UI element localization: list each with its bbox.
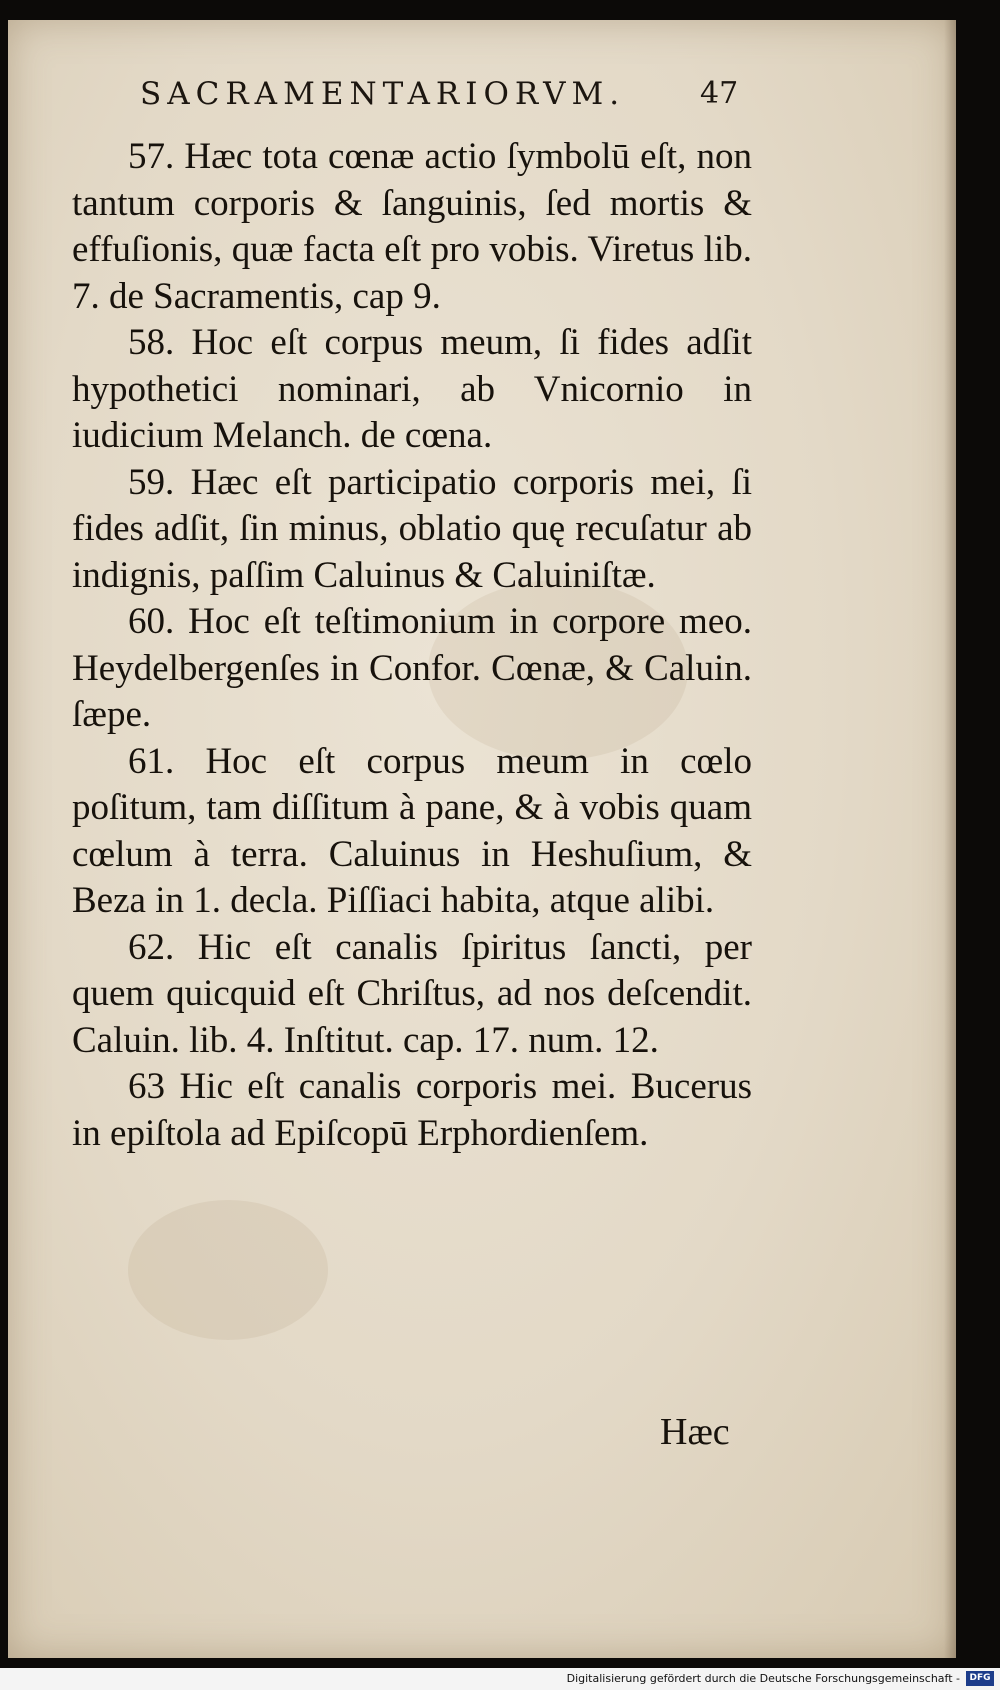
paragraph-63: 63 Hic eſt canalis corporis mei. Bucerus in epiſtola ad Epiſcopū Erphordienſem. (72, 1066, 752, 1154)
page-header (140, 76, 760, 112)
page-body (72, 134, 752, 1157)
page-number: 47 (700, 76, 739, 111)
paragraph-60: 60. Hoc eſt teſtimonium in corpore meo. Heydelbergenſes in Confor. Cœnæ, & Caluin. ſæpe. (72, 601, 752, 735)
paper-stain (128, 1200, 328, 1340)
paragraph-57: 57. Hæc tota cœnæ actio ſymbolū eſt, non tantum corporis & ſanguinis, ſed mortis & effuſionis, quæ facta eſt pro vobis. Viretus lib. 7. de Sacramentis, cap 9. (72, 136, 752, 317)
dfg-logo-icon: DFG (966, 1671, 994, 1686)
paragraph-61: 61. Hoc eſt corpus meum in cœlo poſitum, tam diſſitum à pane, & à vobis quam cœlum à terra. Caluinus in Heshuſium, & Beza in 1. decla. Piſſiaci habita, atque alibi. (72, 740, 752, 921)
paragraph-62: 62. Hic eſt canalis ſpiritus ſancti, per quem quicquid eſt Chriſtus, ad nos deſcendit. Caluin. lib. 4. Inſtitut. cap. 17. num. 12. (72, 926, 752, 1061)
running-title: SACRAMENTARIORVM. (140, 76, 626, 112)
page-edge-shadow (944, 20, 956, 1658)
footer-credit: Digitalisierung gefördert durch die Deutsche Forschungsgemeinschaft - (566, 1672, 960, 1685)
paragraph-58: 58. Hoc eſt corpus meum, ſi fides adſit hypothetici nominari, ab Vnicornio in iudicium Melanch. de cœna. (72, 322, 752, 456)
digitization-footer (0, 1668, 1000, 1690)
paragraph-59: 59. Hæc eſt participatio corporis mei, ſi fides adſit, ſin minus, oblatio quę recuſatur ab indignis, paſſim Caluinus & Caluiniſtæ. (72, 461, 752, 596)
catchword: Hæc (660, 1411, 730, 1453)
